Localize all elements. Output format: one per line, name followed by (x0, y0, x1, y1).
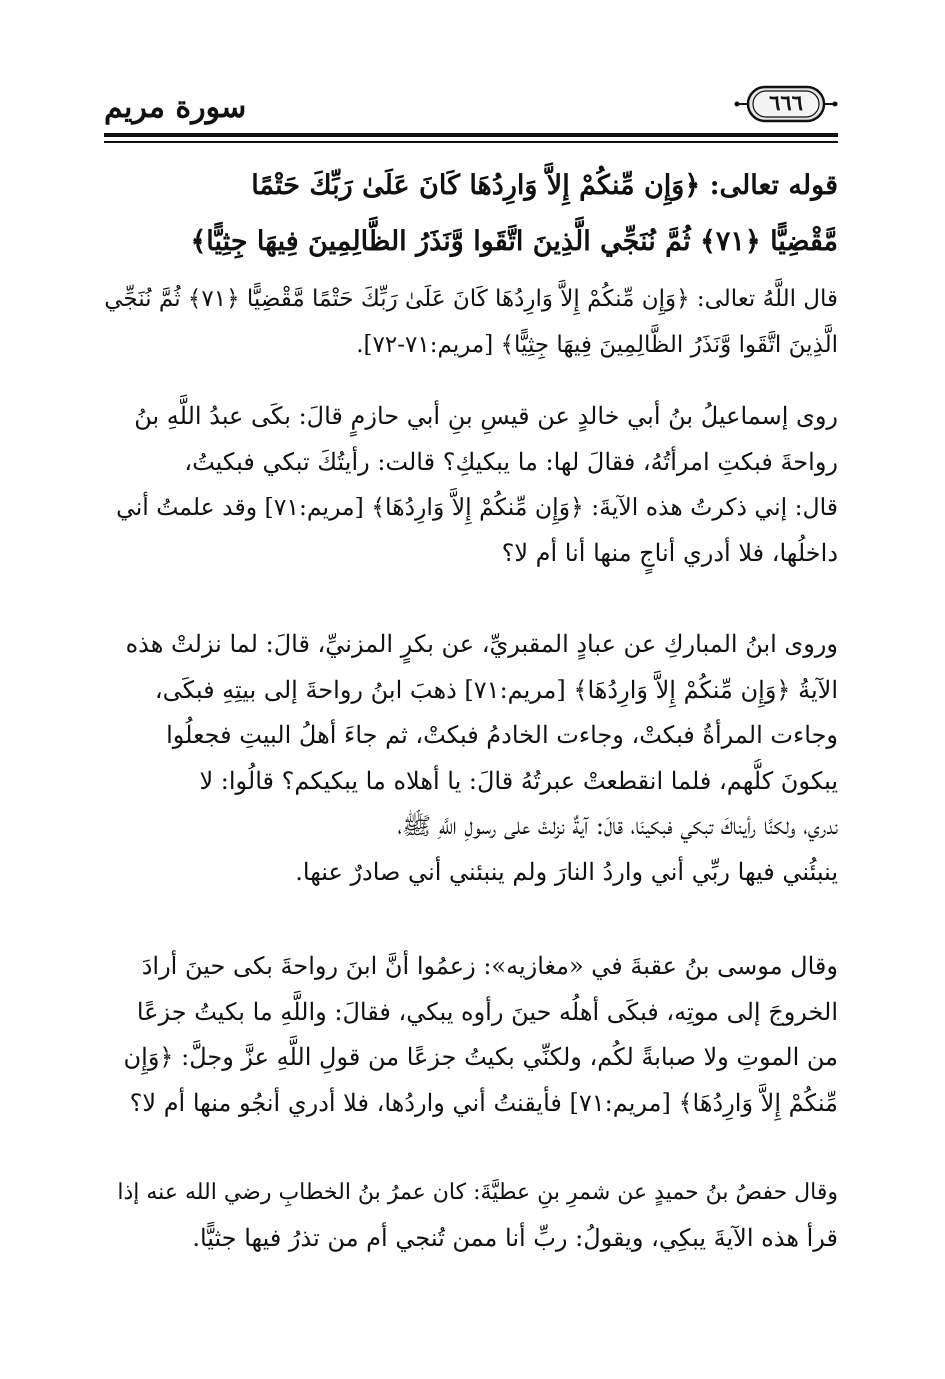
paragraph-line: قال: إني ذكرتُ هذه الآيةَ: ﴿وَإِن مِّنكُمْ إِلاَّ وَارِدُهَا﴾ [مريم:٧١] وقد علمتُ أني (116, 493, 838, 521)
paragraph-line: داخلُها، فلا أدري أناجٍ منها أنا أم لا؟ (501, 538, 838, 567)
header-rule-thin (104, 141, 838, 143)
verse-line: قال اللَّهُ تعالى: ﴿وَإِن مِّنكُمْ إِلاَّ وَارِدُهَا كَانَ عَلَىٰ رَبِّكَ حَتْمًا مَّقْضِيًّا ﴿٧١﴾ ثُمَّ نُنَجِّي (104, 286, 838, 312)
heading-line: مَّقْضِيًّا ﴿٧١﴾ ثُمَّ نُنَجِّي الَّذِينَ اتَّقَوا وَّنَذَرُ الظَّالِمِينَ فِيهَا جِثِيًّا﴾ (190, 226, 838, 257)
heading-line: قوله تعالى: ﴿وَإِن مِّنكُمْ إِلاَّ وَارِدُهَا كَانَ عَلَىٰ رَبِّكَ حَتْمًا (251, 170, 838, 201)
paragraph-line: مِّنكُمْ إِلاَّ وَارِدُهَا﴾ [مريم:٧١] فأيقنتُ أني واردُها، فلا أدري أنجُو منها أم لا؟ (129, 1088, 838, 1117)
paragraph-3 (104, 944, 838, 1126)
verse-intro (104, 276, 838, 368)
paragraph-line: وجاءت المرأةُ فبكتْ، وجاءت الخادمُ فبكتْ، ثم جاءَ أهلُ البيتِ فجعلُوا (166, 721, 838, 749)
paragraph-line: قرأ هذه الآيةَ يبكِي، ويقولُ: ربِّ أنا ممن تُنجي أم من تذرُ فيها جثيًّا. (192, 1223, 838, 1252)
paragraph-2 (104, 622, 838, 895)
verse-line: الَّذِينَ اتَّقَوا وَّنَذَرُ الظَّالِمِينَ فِيهَا جِثِيًّا﴾ [مريم:٧١-٧٢]. (356, 332, 838, 358)
section-heading (104, 158, 838, 270)
page-number-badge (734, 84, 838, 124)
page-header (104, 74, 838, 134)
paragraph-line: من الموتِ ولا صبابةً لكُم، ولكنِّي بكيتُ جزعًا من قولِ اللَّهِ عزَّ وجلَّ: ﴿وَإِن (123, 1043, 838, 1071)
paragraph-line: ينبئُني فيها ربِّي أني واردُ النارَ ولم ينبئني أني صادرٌ عنها. (295, 857, 838, 886)
paragraph-line: ندري، ولكنَّا رأيناكَ تبكي فبكينَا، قالَ: آيةٌ نزلتْ على رسولِ اللَّهِ ﷺ، (397, 812, 838, 840)
paragraph-line: يبكونَ كلُّهم، فلما انقطعتْ عبرتُهُ قالَ: يا أهلاه ما يبكيكم؟ قالُوا: لا (199, 766, 838, 795)
paragraph-line: وقال حفصُ بنُ حميدٍ عن شمرِ بنِ عطيَّةَ: كان عمرُ بنُ الخطابِ رضي الله عنه إذا (117, 1180, 838, 1205)
paragraph-line: رواحةَ فبكتِ امرأتُهُ، فقالَ لها: ما يبكيكِ؟ قالت: رأيتُكَ تبكي فبكيتُ، (184, 447, 838, 476)
header-rule-thick (104, 133, 838, 137)
page-number: ٦٦٦ (769, 90, 803, 115)
paragraph-line: وقال موسى بنُ عقبةَ في «مغازيه»: زعمُوا أنَّ ابنَ رواحةَ بكى حينَ أرادَ (141, 952, 838, 980)
paragraph-line: الخروجَ إلى موتِه، فبكَى أهلُه حينَ رأوه يبكي، فقالَ: واللَّهِ ما بكيتُ جزعًا (136, 997, 838, 1026)
surah-title: سورة مريم (104, 90, 247, 125)
paragraph-4 (104, 1170, 838, 1261)
paragraph-line: الآيةُ ﴿وَإِن مِّنكُمْ إِلاَّ وَارِدُهَا﴾ [مريم:٧١] ذهبَ ابنُ رواحةَ إلى بيتِهِ فبكَى، (154, 675, 838, 704)
paragraph-1 (104, 394, 838, 576)
paragraph-line: روى إسماعيلُ بنُ أبي خالدٍ عن قيسِ بنِ أبي حازمٍ قالَ: بكَى عبدُ اللَّهِ بنُ (134, 402, 838, 430)
paragraph-line: وروى ابنُ المباركِ عن عبادٍ المقبريِّ، عن بكرٍ المزنيِّ، قالَ: لما نزلتْ هذه (125, 630, 838, 658)
